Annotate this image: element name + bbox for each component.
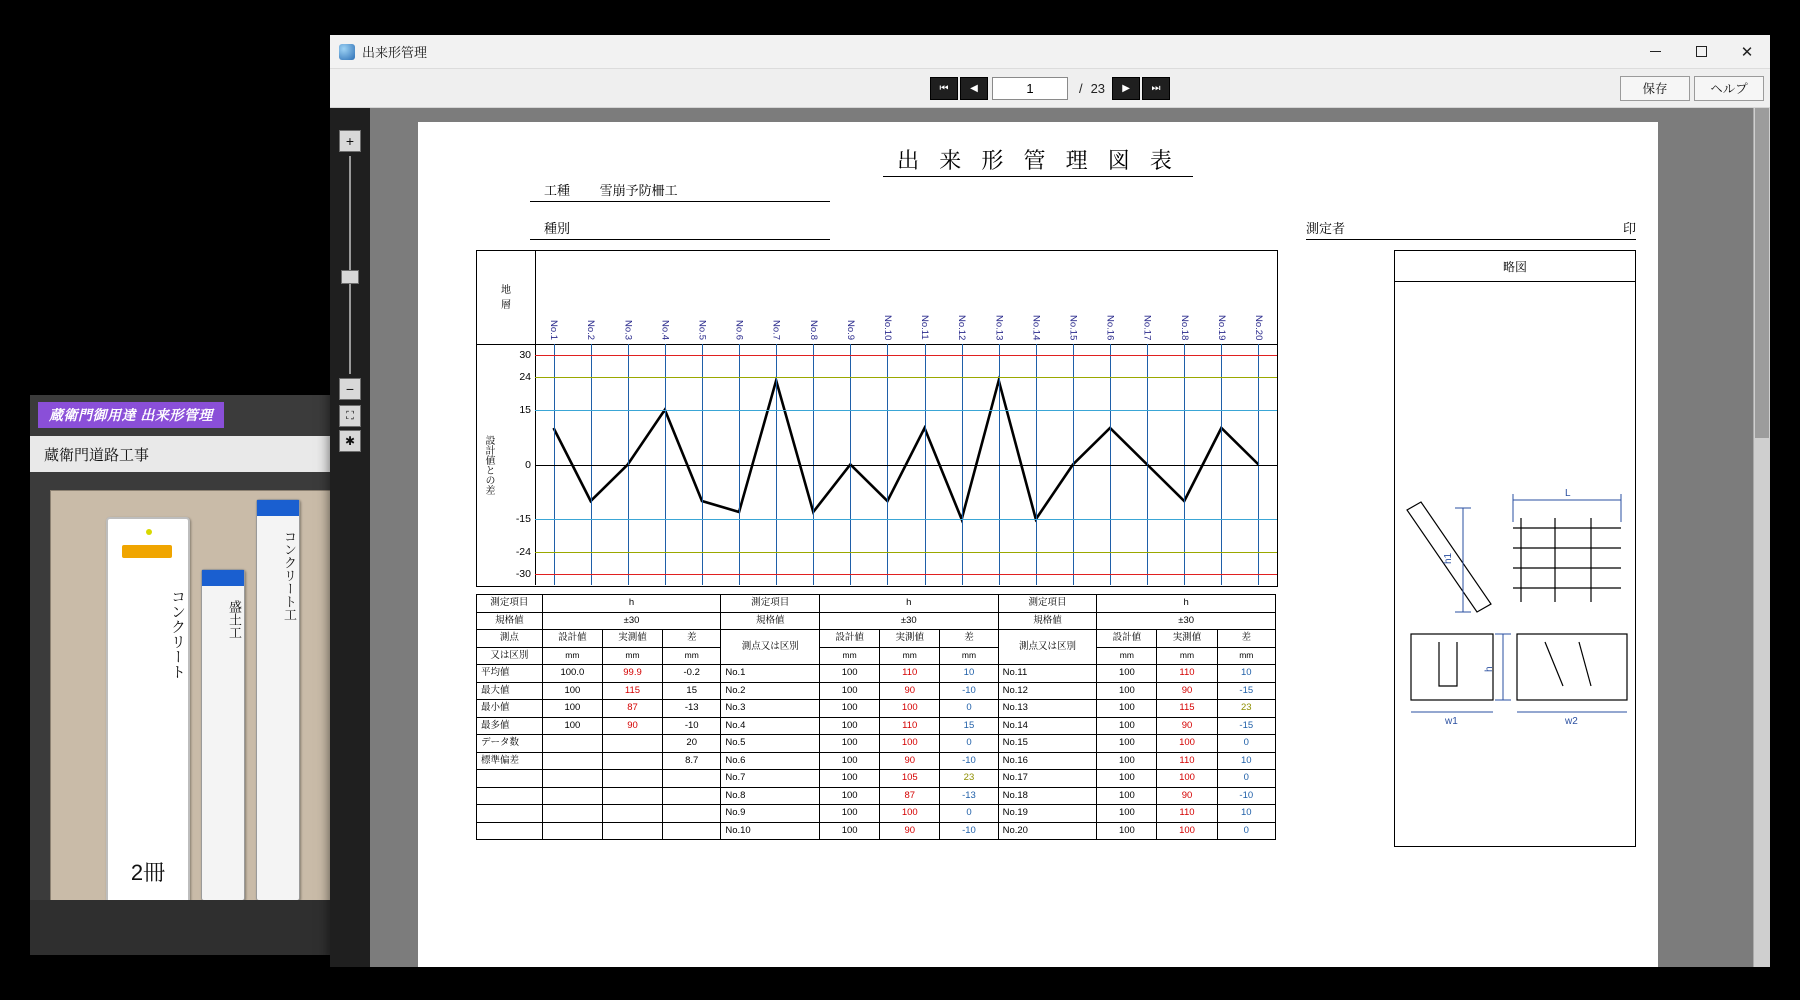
chart-x-tick-label: No.7 bbox=[770, 319, 782, 340]
cell-measured: 90 bbox=[1157, 682, 1217, 700]
cell-measured: 90 bbox=[602, 717, 662, 735]
cell-measured: 100 bbox=[1157, 822, 1217, 840]
syubetsu-label: 種別 bbox=[544, 221, 571, 236]
chart-head-line2: 層 bbox=[501, 299, 511, 311]
maximize-icon bbox=[1696, 46, 1707, 57]
cell-measured: 105 bbox=[880, 770, 940, 788]
chart-x-tick-label: No.2 bbox=[585, 319, 597, 340]
cell-diff: -13 bbox=[940, 787, 998, 805]
cell-measured: 110 bbox=[1157, 665, 1217, 683]
cell-design: 100 bbox=[820, 787, 880, 805]
cell-point: No.6 bbox=[721, 752, 820, 770]
chart-x-tick-label: No.5 bbox=[696, 319, 708, 340]
chart-y-tick-label: -24 bbox=[515, 546, 531, 559]
table-row bbox=[477, 682, 1276, 700]
cell-design: 100 bbox=[1097, 717, 1157, 735]
cell-measured: 110 bbox=[880, 665, 940, 683]
chart-y-tick-label: 30 bbox=[519, 348, 531, 361]
chart-x-tick-label: No.9 bbox=[844, 319, 856, 340]
chart-x-tick-label: No.19 bbox=[1215, 314, 1227, 340]
cell-point: No.20 bbox=[998, 822, 1097, 840]
cell-point: No.17 bbox=[998, 770, 1097, 788]
cell-design: 100 bbox=[1097, 682, 1157, 700]
sketch-dim-w2: w2 bbox=[1565, 716, 1578, 727]
header-unit: mm bbox=[880, 647, 940, 665]
cell-diff: 10 bbox=[1217, 805, 1275, 823]
page-viewport bbox=[370, 108, 1770, 967]
cell-diff: 0 bbox=[940, 805, 998, 823]
measurement-tables bbox=[476, 594, 1276, 840]
header-unit: mm bbox=[1097, 647, 1157, 665]
sketch-box bbox=[1394, 250, 1636, 847]
cell-diff: 0 bbox=[940, 700, 998, 718]
book-item-concrete bbox=[106, 517, 190, 911]
chart-y-tick-label: 24 bbox=[519, 370, 531, 383]
cell-measured: 87 bbox=[602, 700, 662, 718]
maximize-button[interactable] bbox=[1678, 35, 1724, 68]
header-measured-label: 実測値 bbox=[1157, 630, 1217, 648]
cell-diff bbox=[663, 770, 721, 788]
chart-reference-line bbox=[535, 377, 1277, 378]
chart-reference-line bbox=[535, 355, 1277, 356]
cell-design: 100 bbox=[820, 752, 880, 770]
help-button[interactable]: ヘルプ bbox=[1694, 76, 1764, 101]
cell-diff: 10 bbox=[940, 665, 998, 683]
cell-design: 100 bbox=[820, 682, 880, 700]
cell-point: No.13 bbox=[998, 700, 1097, 718]
zoom-slider-thumb[interactable] bbox=[341, 270, 359, 284]
header-item-value: h bbox=[820, 595, 999, 613]
header-point-label: 測点 bbox=[477, 630, 543, 648]
cell-point: No.5 bbox=[721, 735, 820, 753]
header-point-label: 測点又は区別 bbox=[998, 630, 1097, 665]
table-header-row-cols bbox=[477, 630, 1276, 648]
cell-point: データ数 bbox=[477, 735, 543, 753]
header-unit: mm bbox=[940, 647, 998, 665]
header-spec-label: 規格値 bbox=[721, 612, 820, 630]
cell-diff: 8.7 bbox=[663, 752, 721, 770]
background-app-badge bbox=[38, 402, 224, 428]
table-row bbox=[477, 822, 1276, 840]
chart-y-tick-label: -30 bbox=[515, 568, 531, 581]
cell-diff bbox=[663, 822, 721, 840]
background-project-name: 蔵衛門道路工事 bbox=[44, 446, 150, 464]
cell-design: 100 bbox=[542, 682, 602, 700]
header-unit: mm bbox=[820, 647, 880, 665]
cell-diff: 23 bbox=[1217, 700, 1275, 718]
cell-design bbox=[542, 787, 602, 805]
cell-design: 100 bbox=[1097, 735, 1157, 753]
next-page-icon: ▶ bbox=[1122, 82, 1130, 94]
cell-design bbox=[542, 822, 602, 840]
page-number-input[interactable]: 1 bbox=[992, 77, 1068, 100]
cell-design: 100 bbox=[820, 735, 880, 753]
cell-measured: 110 bbox=[880, 717, 940, 735]
chart-series-area bbox=[535, 344, 1277, 585]
cell-point: No.14 bbox=[998, 717, 1097, 735]
chart-header-left-label bbox=[477, 251, 536, 344]
cell-point: No.19 bbox=[998, 805, 1097, 823]
cell-design: 100 bbox=[820, 770, 880, 788]
chart-reference-line bbox=[535, 574, 1277, 575]
field-syubetsu bbox=[530, 218, 830, 240]
table-row bbox=[477, 805, 1276, 823]
chart-y-axis bbox=[477, 344, 536, 585]
chart-series-line bbox=[554, 381, 1259, 520]
chart-y-tick-label: 15 bbox=[519, 403, 531, 416]
cell-design: 100 bbox=[542, 717, 602, 735]
chart-x-tick-label: No.8 bbox=[807, 319, 819, 340]
cell-point: No.4 bbox=[721, 717, 820, 735]
cell-design: 100 bbox=[1097, 700, 1157, 718]
cell-design: 100 bbox=[1097, 822, 1157, 840]
header-diff-label: 差 bbox=[940, 630, 998, 648]
fit-page-icon[interactable]: ⛶ bbox=[339, 405, 361, 427]
cell-measured: 99.9 bbox=[602, 665, 662, 683]
sketch-svg bbox=[1395, 282, 1633, 842]
page-separator: / bbox=[1078, 80, 1083, 96]
cell-diff: 0 bbox=[940, 735, 998, 753]
cell-diff: 0 bbox=[1217, 735, 1275, 753]
total-pages-label: 23 bbox=[1090, 80, 1106, 96]
cell-diff: 10 bbox=[1217, 752, 1275, 770]
cell-point: 最多値 bbox=[477, 717, 543, 735]
vertical-scrollbar[interactable] bbox=[1753, 108, 1770, 967]
cell-measured bbox=[602, 752, 662, 770]
sketch-dim-h1: h1 bbox=[1443, 552, 1454, 564]
last-page-icon: ⏭ bbox=[1151, 82, 1161, 94]
chart-x-tick-label: No.15 bbox=[1067, 314, 1079, 340]
chart-reference-line bbox=[535, 519, 1277, 520]
cell-measured: 87 bbox=[880, 787, 940, 805]
next-page-button[interactable] bbox=[1112, 77, 1140, 100]
cell-measured: 90 bbox=[1157, 787, 1217, 805]
document-page bbox=[418, 122, 1658, 967]
cell-point: No.11 bbox=[998, 665, 1097, 683]
cell-diff bbox=[663, 787, 721, 805]
cell-point: No.15 bbox=[998, 735, 1097, 753]
field-kousyu bbox=[530, 180, 830, 202]
cell-measured: 100 bbox=[880, 700, 940, 718]
sketch-drawing bbox=[1395, 282, 1635, 846]
chart-x-tick-label: No.6 bbox=[733, 319, 745, 340]
chart-x-tick-label: No.17 bbox=[1141, 314, 1153, 340]
header-unit: mm bbox=[602, 647, 662, 665]
cell-design: 100 bbox=[1097, 787, 1157, 805]
cell-point: No.3 bbox=[721, 700, 820, 718]
book-label: 盛土工 bbox=[227, 600, 242, 639]
minimize-icon bbox=[1650, 51, 1661, 52]
chart-x-tick-label: No.12 bbox=[956, 314, 968, 340]
cell-point: No.2 bbox=[721, 682, 820, 700]
book-item-concrete-work bbox=[256, 499, 300, 901]
cell-diff: 10 bbox=[1217, 665, 1275, 683]
cell-measured: 110 bbox=[1157, 752, 1217, 770]
work-area bbox=[330, 108, 1770, 967]
cell-measured: 115 bbox=[602, 682, 662, 700]
measurement-table-body bbox=[477, 595, 1276, 840]
cell-measured bbox=[602, 787, 662, 805]
cell-measured bbox=[602, 822, 662, 840]
cell-point: No.10 bbox=[721, 822, 820, 840]
cell-design bbox=[542, 770, 602, 788]
book-count: 2冊 bbox=[130, 860, 166, 885]
cell-design bbox=[542, 735, 602, 753]
cell-point: No.16 bbox=[998, 752, 1097, 770]
close-icon: ✕ bbox=[1740, 43, 1754, 61]
dekigata-window bbox=[330, 35, 1770, 965]
header-item-value: h bbox=[542, 595, 721, 613]
page-title-text: 出 来 形 管 理 図 表 bbox=[883, 148, 1193, 177]
seal-label: 印 bbox=[1622, 221, 1636, 236]
cell-diff: -13 bbox=[663, 700, 721, 718]
cell-point bbox=[477, 770, 543, 788]
header-measured-label: 実測値 bbox=[880, 630, 940, 648]
book-dot-icon bbox=[146, 529, 152, 535]
table-row bbox=[477, 665, 1276, 683]
cell-design: 100 bbox=[820, 822, 880, 840]
cell-measured: 90 bbox=[1157, 717, 1217, 735]
sketch-dim-L: L bbox=[1565, 488, 1571, 499]
minimize-button[interactable] bbox=[1632, 35, 1678, 68]
cell-diff: 0 bbox=[1217, 770, 1275, 788]
cell-diff: -15 bbox=[1217, 682, 1275, 700]
book-label: コンクリート工 bbox=[282, 530, 297, 621]
chart-y-axis-label: 設計値との差 bbox=[483, 434, 494, 495]
header-unit: mm bbox=[1217, 647, 1275, 665]
cell-point: No.9 bbox=[721, 805, 820, 823]
chart-reference-line bbox=[535, 465, 1277, 466]
cell-measured bbox=[602, 735, 662, 753]
chart-x-tick-label: No.20 bbox=[1252, 314, 1264, 340]
close-button[interactable] bbox=[1724, 35, 1770, 68]
field-measurer bbox=[1306, 218, 1636, 240]
cell-design bbox=[542, 805, 602, 823]
cell-measured: 100 bbox=[880, 735, 940, 753]
table-row bbox=[477, 752, 1276, 770]
cell-design: 100 bbox=[820, 805, 880, 823]
chart-x-tick-label: No.1 bbox=[548, 319, 560, 340]
header-measured-label: 実測値 bbox=[602, 630, 662, 648]
sketch-title: 略図 bbox=[1395, 251, 1635, 282]
chart-x-tick-label: No.18 bbox=[1178, 314, 1190, 340]
cell-design: 100 bbox=[1097, 665, 1157, 683]
toolbar-actions bbox=[1620, 76, 1764, 101]
header-spec-value: ±30 bbox=[820, 612, 999, 630]
chart-x-tick-labels bbox=[535, 251, 1277, 344]
table-header-row-units bbox=[477, 647, 1276, 665]
cell-design: 100 bbox=[820, 700, 880, 718]
table-row bbox=[477, 735, 1276, 753]
cell-design: 100 bbox=[1097, 805, 1157, 823]
cell-design bbox=[542, 752, 602, 770]
cell-diff: 23 bbox=[940, 770, 998, 788]
table-row bbox=[477, 700, 1276, 718]
chart-x-tick-label: No.14 bbox=[1030, 314, 1042, 340]
header-item-label: 測定項目 bbox=[477, 595, 543, 613]
background-app-badge-label: 蔵衛門御用達 出来形管理 bbox=[49, 407, 213, 423]
header-spec-label: 規格値 bbox=[998, 612, 1097, 630]
cell-diff bbox=[663, 805, 721, 823]
table-row bbox=[477, 717, 1276, 735]
header-item-label: 測定項目 bbox=[998, 595, 1097, 613]
header-item-value: h bbox=[1097, 595, 1276, 613]
cell-design: 100 bbox=[1097, 770, 1157, 788]
scrollbar-thumb[interactable] bbox=[1755, 108, 1769, 438]
cell-design: 100.0 bbox=[542, 665, 602, 683]
window-toolbar bbox=[330, 69, 1770, 108]
chart-x-tick-label: No.4 bbox=[659, 319, 671, 340]
header-spec-label: 規格値 bbox=[477, 612, 543, 630]
chart-x-tick-label: No.10 bbox=[881, 314, 893, 340]
cell-design: 100 bbox=[820, 665, 880, 683]
book-label: コンクリート bbox=[169, 589, 186, 679]
cell-design: 100 bbox=[1097, 752, 1157, 770]
cell-point: 平均値 bbox=[477, 665, 543, 683]
header-unit: mm bbox=[542, 647, 602, 665]
chart-reference-line bbox=[535, 410, 1277, 411]
cell-diff: -10 bbox=[940, 752, 998, 770]
cell-diff: -10 bbox=[663, 717, 721, 735]
cell-measured: 90 bbox=[880, 682, 940, 700]
header-item-label: 測定項目 bbox=[721, 595, 820, 613]
cell-measured: 90 bbox=[880, 822, 940, 840]
cell-measured: 100 bbox=[1157, 735, 1217, 753]
chart-y-tick-label: -15 bbox=[515, 513, 531, 526]
first-page-icon: ⏮ bbox=[939, 82, 949, 94]
cell-measured bbox=[602, 770, 662, 788]
cell-measured: 90 bbox=[880, 752, 940, 770]
chart-reference-line bbox=[535, 552, 1277, 553]
cell-measured: 110 bbox=[1157, 805, 1217, 823]
cell-diff: -10 bbox=[1217, 787, 1275, 805]
cell-point: 最大値 bbox=[477, 682, 543, 700]
header-spec-value: ±30 bbox=[542, 612, 721, 630]
cell-diff: -10 bbox=[940, 682, 998, 700]
chart-x-tick-label: No.11 bbox=[919, 315, 931, 340]
kousyu-value: 雪崩予防柵工 bbox=[599, 183, 678, 198]
cell-point: No.18 bbox=[998, 787, 1097, 805]
cell-design: 100 bbox=[820, 717, 880, 735]
table-row bbox=[477, 770, 1276, 788]
cell-diff: -10 bbox=[940, 822, 998, 840]
cell-point: 最小値 bbox=[477, 700, 543, 718]
measurement-chart bbox=[476, 250, 1278, 587]
save-button[interactable]: 保存 bbox=[1620, 76, 1690, 101]
header-point-sublabel: 又は区別 bbox=[477, 647, 543, 665]
header-design-label: 設計値 bbox=[542, 630, 602, 648]
sketch-dim-h: h bbox=[1484, 666, 1495, 672]
book-cap-icon bbox=[202, 570, 244, 586]
chart-plot-area bbox=[477, 344, 1277, 585]
header-point-label: 測点又は区別 bbox=[721, 630, 820, 665]
table-row bbox=[477, 787, 1276, 805]
page-title bbox=[418, 144, 1658, 175]
cell-measured: 100 bbox=[880, 805, 940, 823]
measurement-table bbox=[476, 594, 1276, 840]
book-tab-icon bbox=[122, 545, 172, 558]
header-diff-label: 差 bbox=[1217, 630, 1275, 648]
previous-page-icon: ◀ bbox=[970, 82, 978, 94]
first-page-button[interactable] bbox=[930, 77, 958, 100]
cell-point: No.1 bbox=[721, 665, 820, 683]
cell-point: No.7 bbox=[721, 770, 820, 788]
dekigata-chart-document bbox=[418, 122, 1658, 967]
window-titlebar bbox=[330, 35, 1770, 69]
header-diff-label: 差 bbox=[663, 630, 721, 648]
cell-diff: 15 bbox=[663, 682, 721, 700]
cell-point: No.12 bbox=[998, 682, 1097, 700]
cell-diff: 15 bbox=[940, 717, 998, 735]
cell-measured bbox=[602, 805, 662, 823]
cell-diff: -0.2 bbox=[663, 665, 721, 683]
chart-x-tick-label: No.13 bbox=[993, 314, 1005, 340]
zoom-in-button[interactable]: + bbox=[339, 130, 361, 152]
book-cap-icon bbox=[257, 500, 299, 516]
chart-x-tick-label: No.3 bbox=[622, 319, 634, 340]
last-page-button[interactable] bbox=[1142, 77, 1170, 100]
zoom-out-button[interactable]: − bbox=[339, 378, 361, 400]
bookshelf bbox=[50, 490, 332, 922]
cell-point bbox=[477, 787, 543, 805]
cell-point: No.8 bbox=[721, 787, 820, 805]
page-navigation bbox=[330, 77, 1770, 100]
measurer-label: 測定者 bbox=[1306, 221, 1346, 236]
cell-point bbox=[477, 805, 543, 823]
zoom-settings-icon[interactable]: ✱ bbox=[339, 430, 361, 452]
cell-diff: 20 bbox=[663, 735, 721, 753]
header-design-label: 設計値 bbox=[820, 630, 880, 648]
header-spec-value: ±30 bbox=[1097, 612, 1276, 630]
chart-header bbox=[477, 251, 1277, 345]
app-icon bbox=[339, 44, 355, 60]
header-unit: mm bbox=[663, 647, 721, 665]
kousyu-label: 工種 bbox=[544, 183, 571, 198]
cell-design: 100 bbox=[542, 700, 602, 718]
window-title: 出来形管理 bbox=[362, 45, 428, 60]
zoom-panel bbox=[330, 108, 370, 967]
cell-point bbox=[477, 822, 543, 840]
header-unit: mm bbox=[1157, 647, 1217, 665]
zoom-slider-track[interactable] bbox=[349, 156, 351, 374]
chart-head-line1: 地 bbox=[501, 284, 511, 296]
header-design-label: 設計値 bbox=[1097, 630, 1157, 648]
sketch-dim-w1: w1 bbox=[1445, 716, 1458, 727]
previous-page-button[interactable] bbox=[960, 77, 988, 100]
cell-point: 標準偏差 bbox=[477, 752, 543, 770]
cell-measured: 100 bbox=[1157, 770, 1217, 788]
cell-measured: 115 bbox=[1157, 700, 1217, 718]
cell-diff: 0 bbox=[1217, 822, 1275, 840]
table-header-row-item bbox=[477, 595, 1276, 613]
chart-x-tick-label: No.16 bbox=[1104, 314, 1116, 340]
table-header-row-spec bbox=[477, 612, 1276, 630]
cell-diff: -15 bbox=[1217, 717, 1275, 735]
chart-y-tick-label: 0 bbox=[525, 458, 531, 471]
book-item-embankment bbox=[201, 569, 245, 901]
